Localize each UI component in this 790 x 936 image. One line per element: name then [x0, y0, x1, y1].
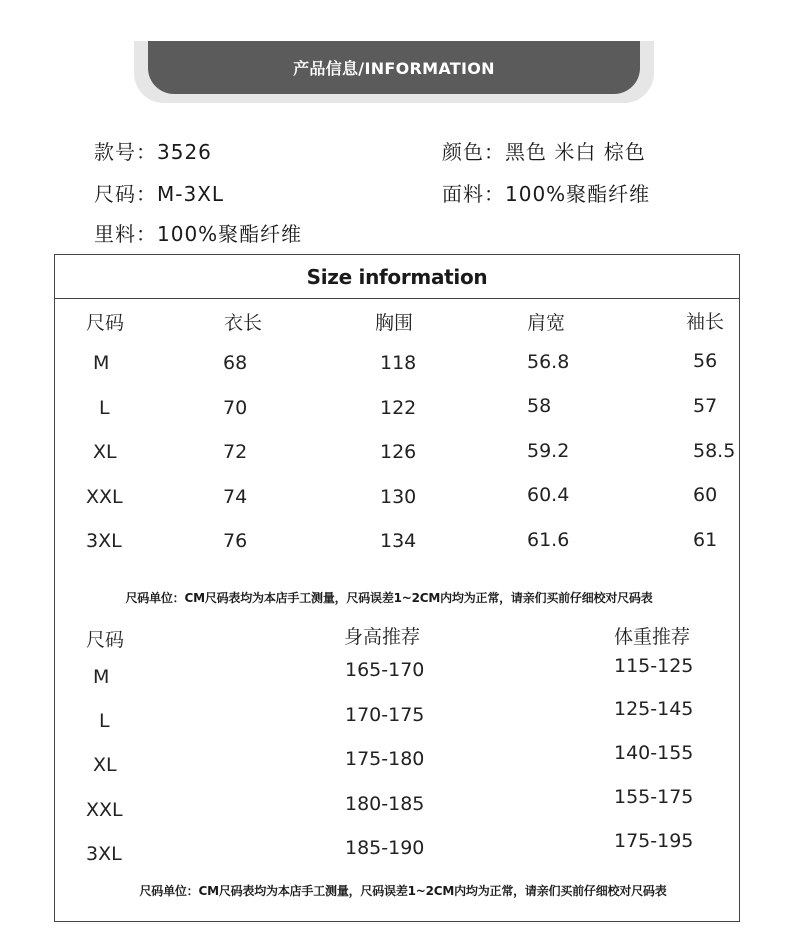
- table-cell: XXL: [86, 486, 123, 508]
- table-cell: 140-155: [614, 742, 694, 764]
- size-chart-title: Size information: [55, 255, 739, 299]
- table-cell: XXL: [86, 799, 123, 821]
- header-weight: 体重推荐: [614, 626, 691, 648]
- table-cell: XL: [93, 441, 117, 463]
- header-size-rec: 尺码: [86, 629, 125, 651]
- table-cell: 70: [223, 397, 248, 419]
- table-cell: L: [99, 710, 110, 732]
- table-cell: 118: [380, 352, 417, 374]
- color-options: 颜色：黑色 米白 棕色: [442, 140, 646, 164]
- size-range: 尺码：M-3XL: [94, 182, 225, 206]
- table-cell: L: [99, 397, 110, 419]
- table-cell: 72: [223, 441, 248, 463]
- table-cell: 68: [223, 352, 248, 374]
- table-cell: 165-170: [345, 659, 425, 681]
- size-chart: [54, 254, 740, 922]
- size-note: 尺码单位：CM尺码表均为本店手工测量，尺码误差1~2CM内均为正常，请亲们买前仔细校对尺码表: [125, 591, 653, 605]
- table-cell: M: [93, 352, 110, 374]
- table-cell: 60: [693, 484, 718, 506]
- table-cell: 56: [693, 350, 718, 372]
- table-cell: 122: [380, 397, 417, 419]
- table-cell: M: [93, 666, 110, 688]
- table-cell: 56.8: [527, 351, 570, 373]
- header-height: 身高推荐: [344, 626, 421, 648]
- banner-title: 产品信息/INFORMATION: [293, 59, 495, 78]
- header-size: 尺码: [86, 312, 125, 334]
- table-cell: 125-145: [614, 698, 694, 720]
- table-cell: 74: [223, 486, 248, 508]
- table-cell: 3XL: [86, 530, 122, 552]
- table-cell: 61: [693, 529, 718, 551]
- table-cell: XL: [93, 754, 117, 776]
- table-cell: 115-125: [614, 655, 694, 677]
- style-number: 款号：3526: [94, 140, 212, 164]
- table-cell: 130: [380, 486, 417, 508]
- table-cell: 185-190: [345, 837, 425, 859]
- table-cell: 61.6: [527, 529, 570, 551]
- table-cell: 134: [380, 530, 417, 552]
- recommend-note: 尺码单位：CM尺码表均为本店手工测量，尺码误差1~2CM内均为正常，请亲们买前仔细校对尺码表: [139, 884, 667, 898]
- table-cell: 60.4: [527, 484, 570, 506]
- table-cell: 3XL: [86, 843, 122, 865]
- table-cell: 175-180: [345, 748, 425, 770]
- lining: 里料：100%聚酯纤维: [94, 222, 303, 246]
- table-cell: 180-185: [345, 793, 425, 815]
- header-shoulder: 肩宽: [527, 312, 566, 334]
- header-sleeve: 袖长: [686, 311, 725, 333]
- table-cell: 76: [223, 530, 248, 552]
- table-cell: 155-175: [614, 786, 694, 808]
- banner: [148, 41, 640, 94]
- table-cell: 126: [380, 441, 417, 463]
- table-cell: 175-195: [614, 830, 694, 852]
- header-length: 衣长: [224, 312, 263, 334]
- table-cell: 58.5: [693, 440, 736, 462]
- table-cell: 57: [693, 395, 718, 417]
- table-cell: 59.2: [527, 440, 570, 462]
- header-chest: 胸围: [375, 312, 414, 334]
- table-cell: 170-175: [345, 704, 425, 726]
- fabric: 面料：100%聚酯纤维: [442, 182, 651, 206]
- table-cell: 58: [527, 395, 552, 417]
